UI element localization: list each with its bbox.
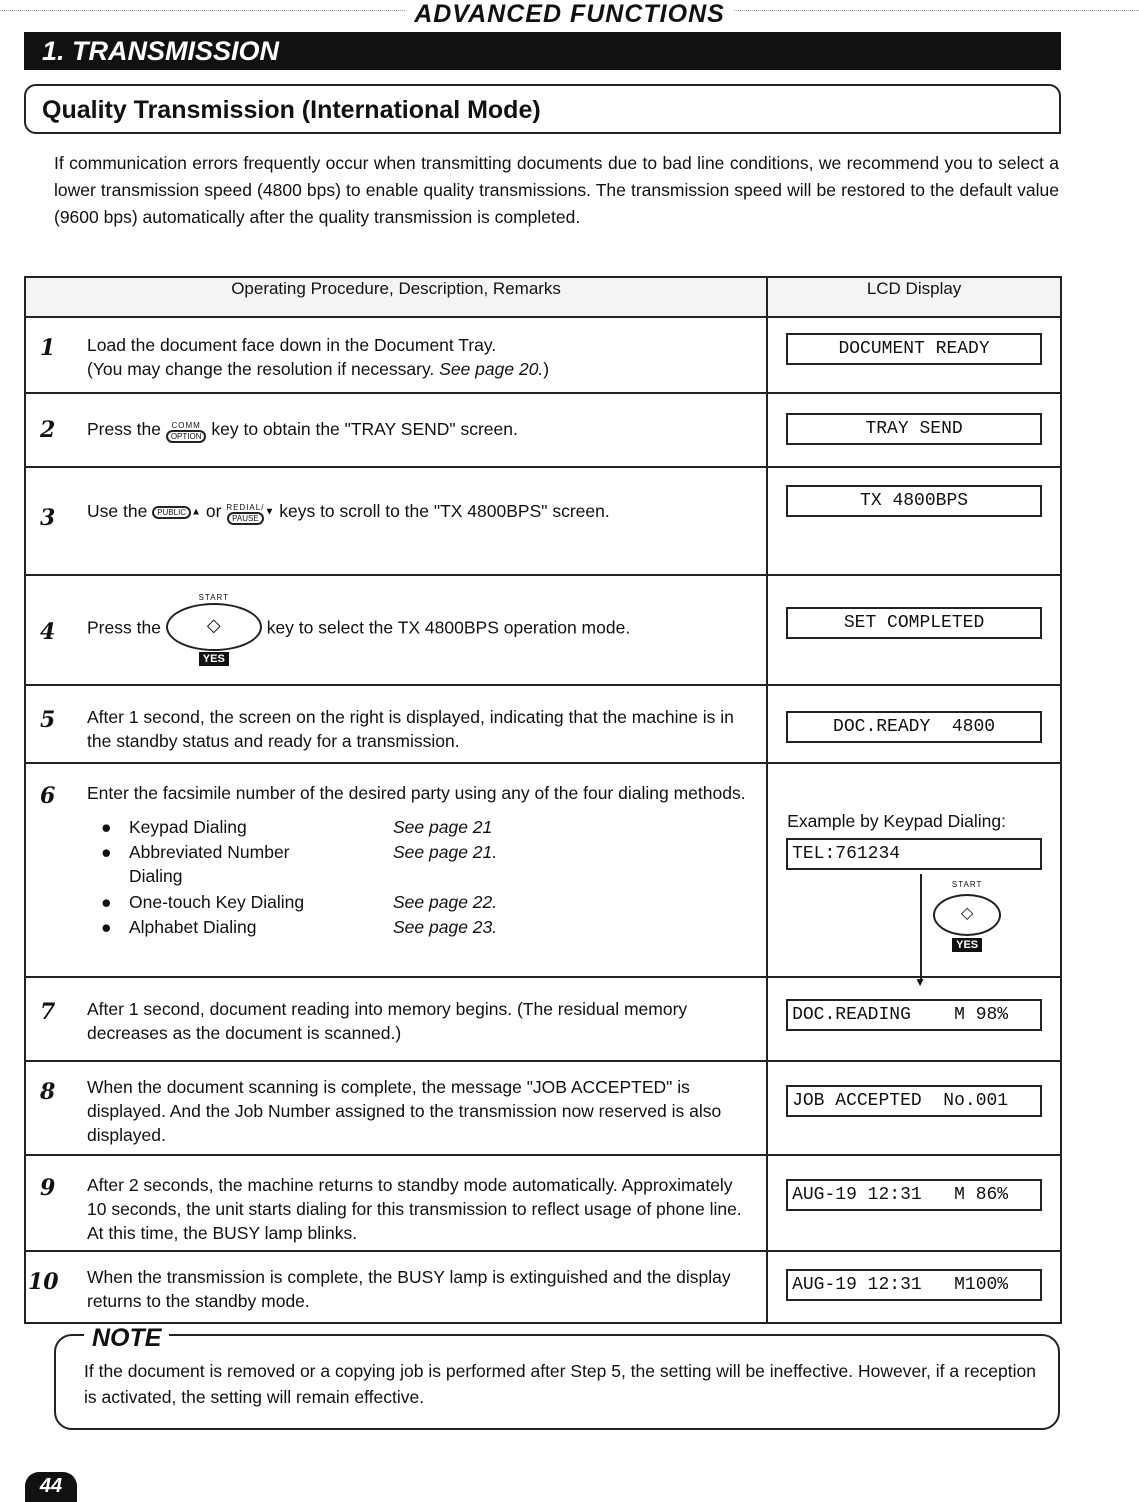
- public-key: PUBLIC: [152, 506, 191, 519]
- dialing-methods-list: [87, 815, 755, 940]
- step-number: 8: [40, 1079, 56, 1105]
- table-row: [25, 575, 1061, 685]
- lcd-cell: [767, 1061, 1061, 1155]
- lcd-display: DOC.READING M 98%: [786, 999, 1042, 1031]
- lcd-display: DOCUMENT READY: [786, 333, 1042, 365]
- lcd-display: SET COMPLETED: [786, 607, 1042, 639]
- list-item: ● One-touch Key Dialing See page 22.: [101, 892, 498, 912]
- column-header-lcd: LCD Display: [767, 277, 1061, 317]
- lcd-cell: [767, 317, 1061, 393]
- lcd-cell: [767, 1155, 1061, 1251]
- lcd-display: AUG-19 12:31 M 86%: [786, 1179, 1042, 1211]
- lcd-display: JOB ACCEPTED No.001: [786, 1085, 1042, 1117]
- step-description: [25, 1251, 767, 1323]
- step-number: 2: [40, 417, 56, 443]
- step-text: Load the document face down in the Document Tray.: [87, 335, 497, 355]
- step-number: 5: [40, 707, 56, 733]
- lcd-display: TEL:761234: [786, 838, 1042, 870]
- step-number: 10: [28, 1269, 59, 1295]
- lcd-cell: [767, 685, 1061, 763]
- step-description: [25, 1155, 767, 1251]
- lcd-display: TRAY SEND: [786, 413, 1042, 445]
- procedure-table: [24, 276, 1062, 1324]
- step-remark: (You may change the resolution if necessary. See page 20.): [87, 359, 550, 379]
- list-item: ● Keypad Dialing See page 21: [101, 817, 493, 837]
- comm-option-key: COMM OPTION: [166, 418, 207, 443]
- table-row: [25, 467, 1061, 575]
- intro-paragraph: If communication errors frequently occur when transmitting documents due to bad line conditions, we recommend you to select a lower transmission speed (4800 bps) to enable quality transmissions. The transmission speed will be restored to the default value (9600 bps) automatically after the quality transmission is completed.: [54, 153, 1059, 227]
- lcd-cell: [767, 763, 1061, 989]
- start-diamond-icon: ◇: [166, 603, 262, 651]
- list-item: ● Abbreviated Number Dialing See page 21.: [101, 842, 498, 886]
- page-number: 44: [25, 1472, 77, 1502]
- table-row: [25, 763, 1061, 977]
- flow-line: [920, 874, 922, 982]
- step-description: [25, 685, 767, 763]
- step-number: 9: [40, 1175, 56, 1201]
- page-header: ADVANCED FUNCTIONS: [0, 0, 1139, 29]
- lcd-display: AUG-19 12:31 M100%: [786, 1269, 1042, 1301]
- step-description: 2 Press the COMM OPTION key to obtain the "TRAY SEND" screen.: [25, 393, 767, 467]
- arrow-down-icon: ▼: [914, 975, 927, 989]
- lcd-display: DOC.READY 4800: [786, 711, 1042, 743]
- note-label: NOTE: [84, 1324, 169, 1353]
- subsection-title: Quality Transmission (International Mode): [24, 84, 1061, 134]
- step-number: 1: [40, 335, 56, 361]
- lcd-cell: [767, 1251, 1061, 1323]
- step-description: [25, 317, 767, 393]
- step-text: Enter the facsimile number of the desired party using any of the four dialing methods.: [87, 783, 746, 803]
- step-text: After 1 second, the screen on the right is displayed, indicating that the machine is in the standby status and ready for a transmission.: [87, 707, 734, 751]
- lcd-caption: Example by Keypad Dialing:: [787, 811, 1007, 831]
- lcd-cell: [767, 393, 1061, 467]
- list-item: ● Alphabet Dialing See page 23.: [101, 917, 498, 937]
- up-arrow-icon: ▲: [191, 506, 201, 518]
- redial-pause-key: REDIAL/ PAUSE: [226, 502, 265, 523]
- lcd-cell: [767, 467, 1061, 575]
- step-description: [25, 977, 767, 1061]
- table-header: [25, 277, 1061, 317]
- start-key: START ◇ YES: [933, 878, 1001, 952]
- start-diamond-icon: ◇: [933, 894, 1001, 936]
- step-description: [25, 1061, 767, 1155]
- table-row: [25, 977, 1061, 1061]
- note-text: If the document is removed or a copying job is performed after Step 5, the setting will be ineffective. However, if a reception is activated, the setting will remain effective.: [84, 1361, 1036, 1407]
- table-row: [25, 317, 1061, 393]
- down-arrow-icon: ▼: [264, 506, 275, 518]
- step-description: 3 Use the PUBLIC ▲ or REDIAL/ PAUSE▼ keys to scroll to the "TX 4800BPS" screen.: [25, 467, 767, 575]
- step-text: When the transmission is complete, the BUSY lamp is extinguished and the display returns to the standby mode.: [87, 1267, 731, 1311]
- step-description: 4 Press the START ◇ YES key to select the TX 4800BPS operation mode.: [25, 575, 767, 685]
- table-row: [25, 1155, 1061, 1251]
- table-row: [25, 685, 1061, 763]
- lcd-display: TX 4800BPS: [786, 485, 1042, 517]
- step-number: 6: [40, 783, 56, 809]
- start-key: START ◇ YES: [166, 589, 262, 666]
- section-title: 1. TRANSMISSION: [24, 32, 1061, 70]
- step-text: After 1 second, document reading into memory begins. (The residual memory decreases as the document is scanned.): [87, 999, 688, 1043]
- step-number: 3: [40, 505, 56, 531]
- table-row: [25, 393, 1061, 467]
- step-number: 4: [40, 619, 56, 645]
- column-header-procedure: Operating Procedure, Description, Remarks: [25, 277, 767, 317]
- table-row: [25, 1061, 1061, 1155]
- step-description: [25, 763, 767, 977]
- lcd-cell: [767, 575, 1061, 685]
- step-number: 7: [40, 999, 56, 1025]
- step-text: When the document scanning is complete, the message "JOB ACCEPTED" is displayed. And the Job Number assigned to the transmission now reserved is also displayed.: [87, 1077, 722, 1145]
- step-text: After 2 seconds, the machine returns to standby mode automatically. Approximately 10 seconds, the unit starts dialing for this transmission to reflect usage of phone line. At this time, the BUSY lamp blinks.: [87, 1175, 742, 1243]
- lcd-cell: [767, 977, 1061, 1061]
- table-row: [25, 1251, 1061, 1323]
